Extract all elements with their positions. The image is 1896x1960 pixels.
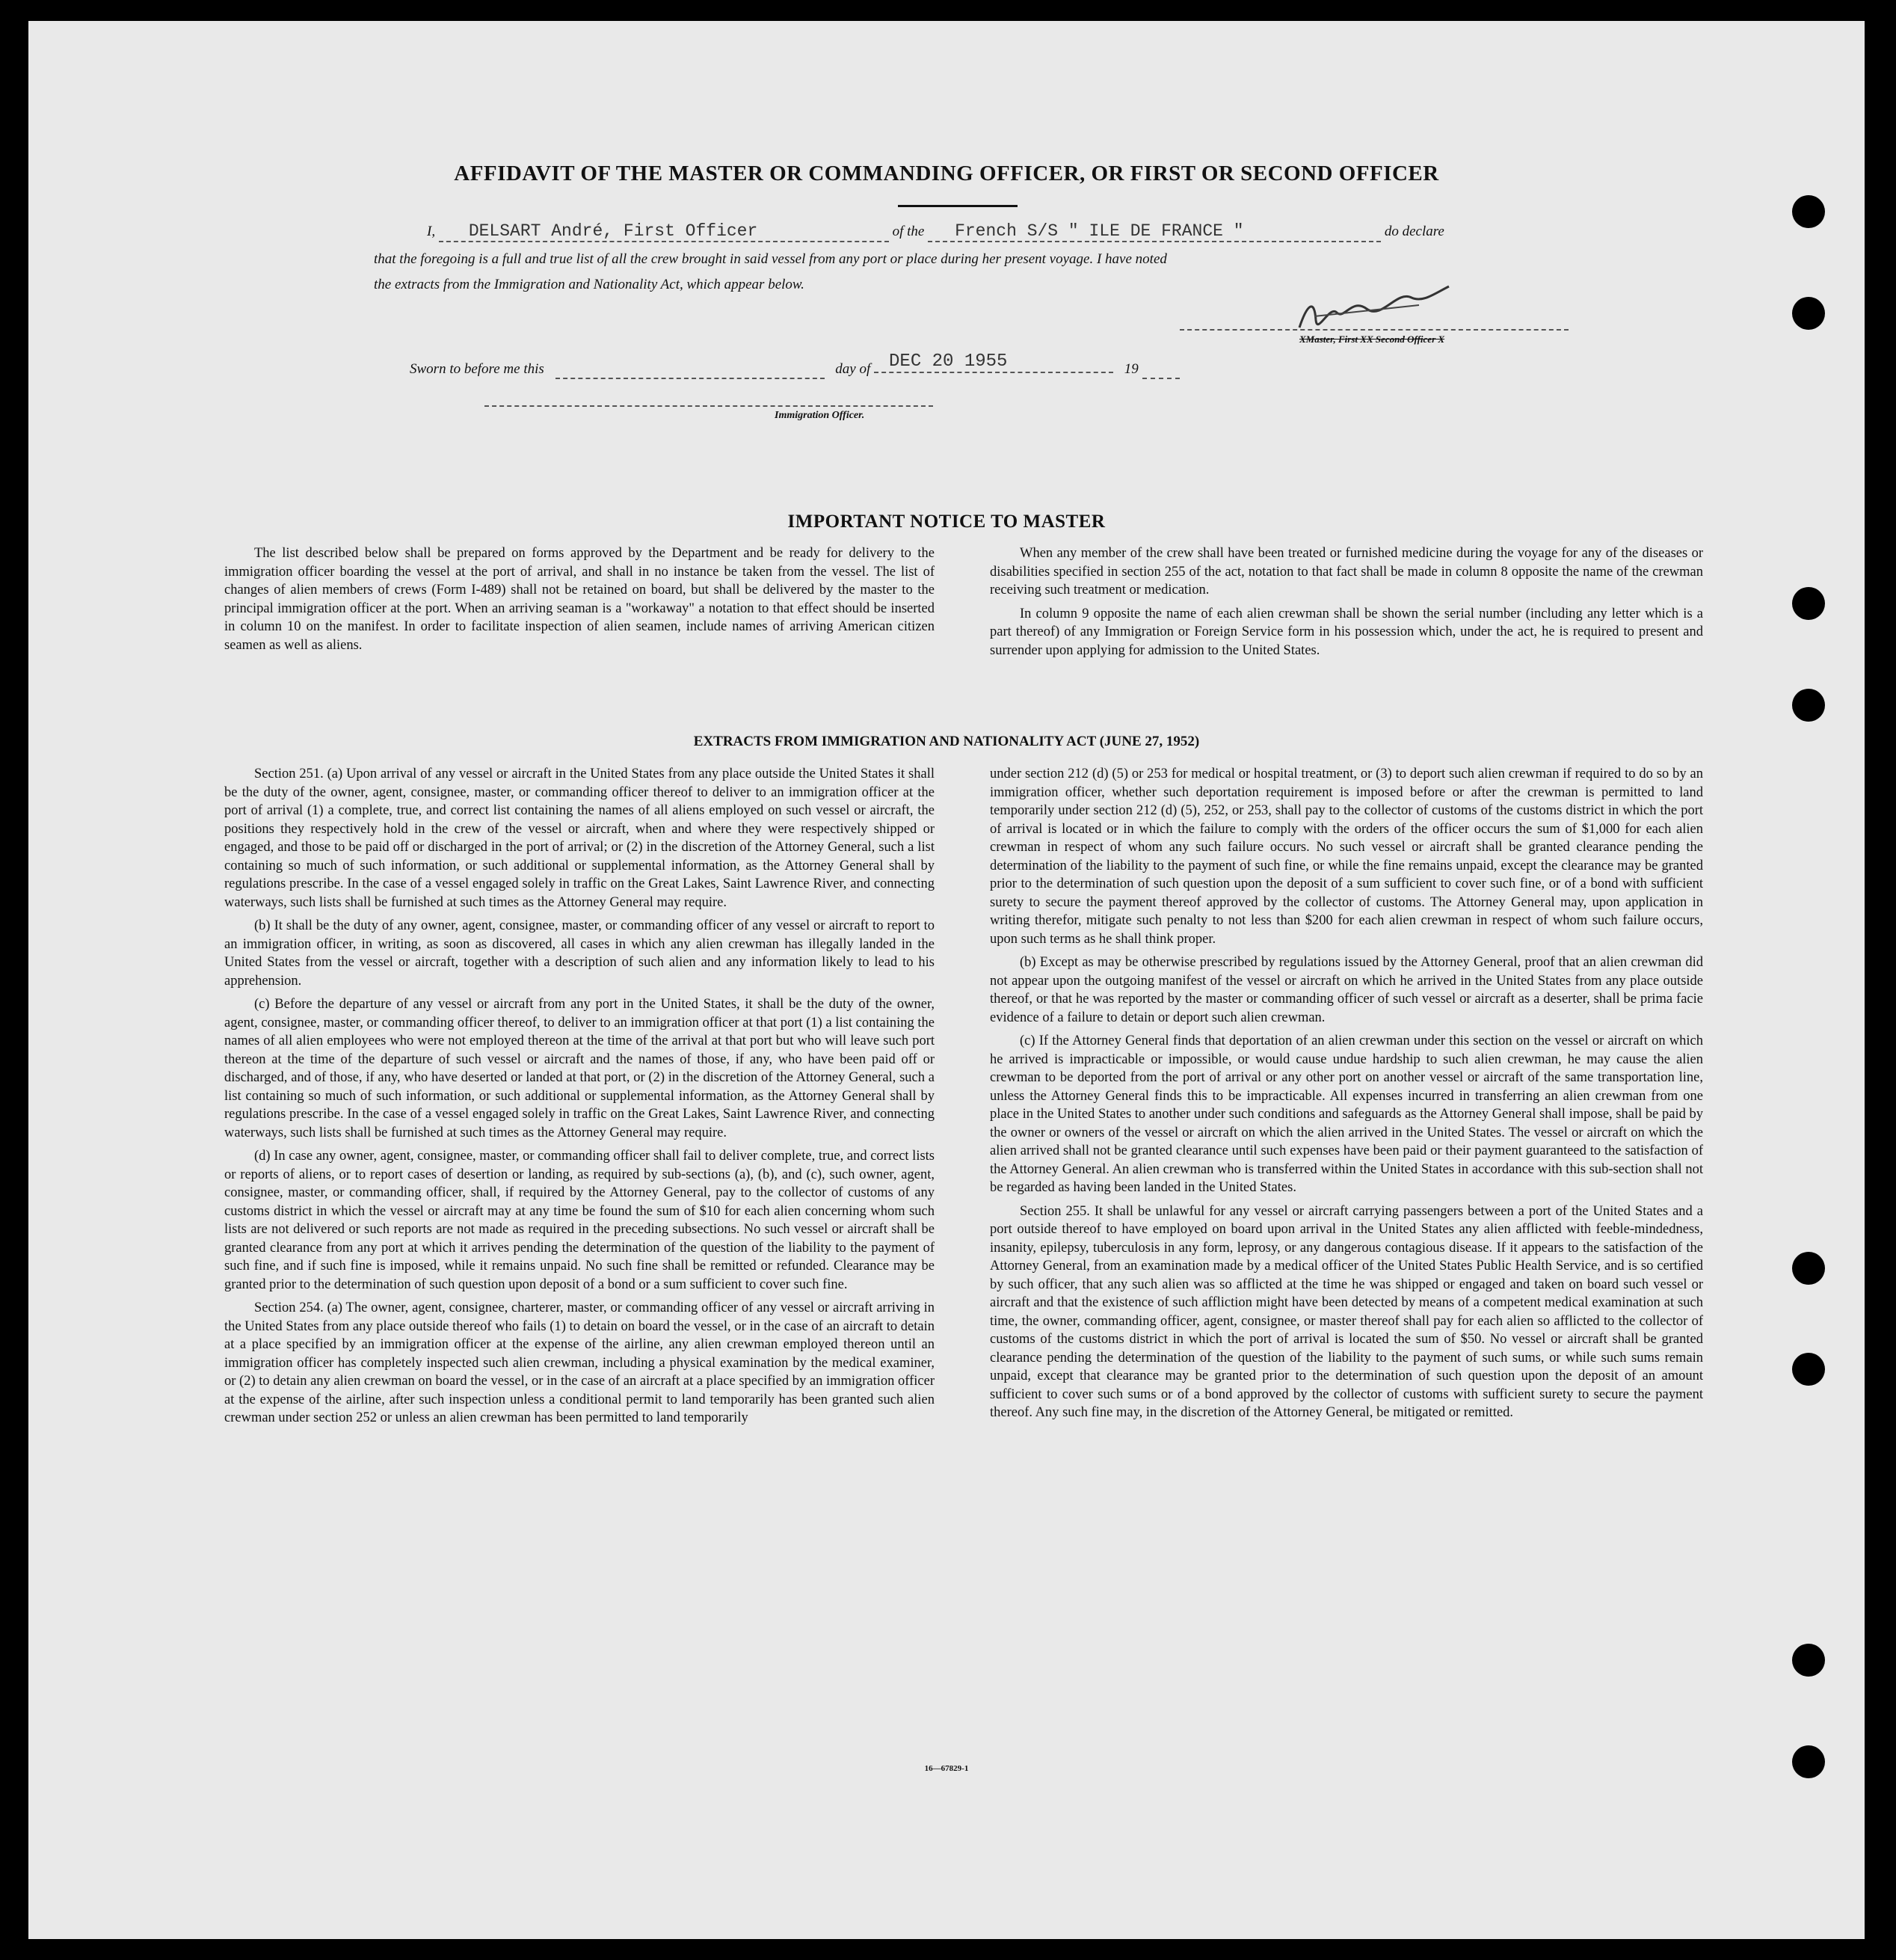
section-paragraph: (b) It shall be the duty of any owner, agent, consignee, master, or commanding officer of any vessel or aircraft to report to an immigration officer, in writing, as soon as discovered, all cases in which any alien crewman has illegally landed in the United States from the vessel or aircraft, together with a description of such alien and any information likely to lead to his apprehension. [224,918,935,989]
extracts-right-column [990,765,1703,1428]
section-paragraph: under section 212 (d) (5) or 253 for medical or hospital treatment, or (3) to deport such alien crewman if required to do so by an immigration officer, whether such deportation requirement is imposed before or after the crewman is permitted to land temporarily under section 212 (d) (5), 252, or 253, shall pay to the collector of customs of the customs district in which the port of arrival is located or in which the failure to comply with the orders of the officer occurs the sum of $1,000 for each alien crewman in respect of whom any such failure occurs. No such vessel or aircraft shall be granted clearance pending the determination of the liability to the payment of such fine, or while the fine remains unpaid, except the clearance may be granted prior to the determination of such question upon the deposit of a sum sufficient to cover such fine, or of a bond with sufficient surety to secure the payment thereof approved by the collector of customs. The Attorney General may, upon application in writing therefor, mitigate such penalty to not less than $200 for each alien crewman in respect of whom such failure occurs, upon such terms as he shall think proper. [990,767,1703,947]
notice-left-column [224,544,935,660]
signature-line [1180,329,1569,331]
section-paragraph: (c) If the Attorney General finds that deportation of an alien crewman under this section on the vessel or aircraft on which he arrived is impracticable or impossible, or would cause undue hardship to such alien crewman, he may cause the alien crewman to be deported from the port of arrival or any other port on another vessel or aircraft of the same transportation line, unless the Attorney General finds this to be impracticable. All expenses incurred in transferring an alien crewman from one place in the United States to another under such conditions and safeguards as the Attorney General shall impose, shall be paid by the owner or owners of the vessel or aircraft on which the alien arrived in the United States. The vessel or aircraft on which the alien arrived shall not be granted clearance until such expenses have been paid or their payment guaranteed to the satisfaction of the Attorney General. An alien crewman who is transferred within the United States in accordance with this sub-section shall not be regarded as having been landed in the United States. [990,1033,1703,1195]
day-of-label: day of [835,361,871,377]
section-paragraph: Section 255. It shall be unlawful for any vessel or aircraft carrying passengers between a port of the United States and a port outside thereof to have employed on board upon arrival in the United States any alien afflicted with feeble-mindedness, insanity, epilepsy, tuberculosis in any form, leprosy, or any dangerous contagious disease. If it appears to the satisfaction of the Attorney General, from an examination made by a medical officer of the United States Public Health Service, and is so certified by such officer, that any such alien was so afflicted at the time he was shipped or engaged and taken on board such vessel or aircraft and that the existence of such affliction might have been detected by means of a competent medical examination at such time, the owner, commanding officer, agent, consignee, or master thereof shall pay for each alien so afflicted to the collector of customs of the customs district in which the port of arrival is located the sum of $50. No vessel or aircraft shall be granted clearance pending the determination of the question of the liability to the payment of such sums, or while such sums remain unpaid, except that clearance may be granted prior to the determination of such question upon the deposit of an amount sufficient to cover such sums or of a bond approved by the collector of customs with sufficient surety to secure the payment thereof. Any such fine may, in the discretion of the Attorney General, be mitigated or remitted. [990,1203,1703,1420]
punch-hole [1792,1252,1825,1285]
officer-name-field: DELSART André, First Officer [439,221,889,242]
notice-right-column [990,544,1703,665]
declaration-of-the: of the [892,224,925,239]
sworn-label: Sworn to before me this [410,361,544,377]
punch-hole [1792,689,1825,722]
document-page [28,21,1865,1939]
punch-hole [1792,1353,1825,1386]
section-paragraph: Section 251. (a) Upon arrival of any vessel or aircraft in the United States from any place outside the United States it shall be the duty of the owner, agent, consignee, master, or commanding officer thereof to deliver to an immigration officer at the port of arrival (1) a complete, true, and correct list containing the names of all aliens employed on such vessel or aircraft, the positions they respectively hold in the crew of the vessel or aircraft, when and where they were respectively shipped or engaged, and those to be paid off or discharged in the port of arrival; or (2) in the discretion of the Attorney General, such a list containing so much of such information, or such additional or supplemental information, as the Attorney General shall by regulations prescribe. In the case of a vessel engaged solely in traffic on the Great Lakes, Saint Lawrence River, and connecting waterways, such lists shall be furnished at such times as the Attorney General may require. [224,767,935,910]
declaration-i: I, [427,224,436,239]
punch-hole [1792,587,1825,620]
date-stamp: DEC 20 1955 [874,351,1113,373]
extracts-heading: EXTRACTS FROM IMMIGRATION AND NATIONALITY ACT (JUNE 27, 1952) [693,734,1200,749]
declaration-declare: do declare [1384,224,1444,239]
officer-signature [1269,275,1464,342]
year-prefix: 19 [1124,361,1139,377]
declaration-line-3: the extracts from the Immigration and Nationality Act, which appear below. [374,277,804,292]
sworn-line [410,351,1180,381]
declaration-line-1 [427,221,1444,242]
declaration-line-2: that the foregoing is a full and true list of all the crew brought in said vessel from any port or place during her present voyage. I have noted [374,251,1167,267]
affidavit-title: AFFIDAVIT OF THE MASTER OR COMMANDING OFFICER, OR FIRST OR SECOND OFFICER [454,162,1439,185]
punch-hole [1792,1745,1825,1778]
extracts-left-column [224,765,935,1433]
punch-hole [1792,195,1825,228]
notice-paragraph: In column 9 opposite the name of each alien crewman shall be shown the serial number (including any letter which is a part thereof) of any Immigration or Foreign Service form in his possession which, under the act, he is required to present and surrender upon applying for admission to the United States. [990,606,1703,658]
punch-hole [1792,1644,1825,1677]
form-number: 16—67829-1 [924,1764,969,1773]
signature-caption: XMaster, First XX Second Officer X [1299,334,1445,345]
notice-paragraph: When any member of the crew shall have been treated or furnished medicine during the voyage for any of the diseases or disabilities specified in section 255 of the act, notation to that fact shall be made in column 8 opposite the name of the crewman receiving such treatment or medication. [990,546,1703,597]
section-paragraph: (b) Except as may be otherwise prescribed by regulations issued by the Attorney General, proof that an alien crewman did not appear upon the outgoing manifest of the vessel or aircraft on which he arrived in the United States from any place outside thereof, or that he was reported by the master or commanding officer of such vessel or aircraft as a deserter, shall be prima facie evidence of a failure to detain or deport such alien crewman. [990,955,1703,1025]
notice-heading: IMPORTANT NOTICE TO MASTER [787,511,1106,532]
section-paragraph: (d) In case any owner, agent, consignee, master, or commanding officer shall fail to deliver complete, true, and correct lists or reports of aliens, or to report cases of desertion or landing, as required by sub-sections (a), (b), and (c), such owner, agent, consignee, master, or commanding officer, shall, if required by the Attorney General, pay to the collector of customs of any customs district in which the vessel or aircraft may at any time be found the sum of $10 for each alien concerning whom such lists are not delivered or such reports are not made as required in the preceding subsections. No such vessel or aircraft shall be granted clearance from any port at which it arrives pending the determination of the question of the liability to the payment of such fine, and if such fine is imposed, while it remains unpaid. No such fine shall be remitted or refunded. Clearance may be granted prior to the determination of such question upon deposit of a bond or a sum sufficient to cover such fine. [224,1149,935,1292]
immigration-officer-line [484,405,933,407]
vessel-name-field: French S/S " ILE DE FRANCE " [928,221,1381,242]
punch-hole [1792,297,1825,330]
year-field [1142,361,1180,379]
section-paragraph: Section 254. (a) The owner, agent, consignee, charterer, master, or commanding officer of any vessel or aircraft arriving in the United States from any place outside thereof who fails (1) to detain on board the vessel, or in the case of an aircraft to detain at a place specified by an immigration officer at the expense of the airline, any alien crewman employed thereon until an immigration officer has completely inspected such alien crewman, including a physical examination by the medical examiner, or (2) to detain any alien crewman on board the vessel, or in the case of an aircraft at a place specified by an immigration officer at the expense of the airline, after such inspection unless a conditional permit to land temporarily has been granted such alien crewman under section 252 or unless an alien crewman has been permitted to land temporarily [224,1300,935,1425]
sworn-day-field [555,361,825,379]
notice-paragraph: The list described below shall be prepared on forms approved by the Department and be ready for delivery to the immigration officer boarding the vessel at the port of arrival, and shall in no instance be taken from the vessel. The list of changes of alien members of crews (Form I-489) shall not be retained on board, but shall be delivered by the master to the principal immigration officer at the port. When an arriving seaman is a "workaway" a notation to that effect should be inserted in column 10 on the manifest. In order to facilitate inspection of alien seamen, include names of arriving American citizen seamen as well as aliens. [224,546,935,653]
title-divider [898,205,1018,207]
section-paragraph: (c) Before the departure of any vessel or aircraft from any port in the United States, it shall be the duty of the owner, agent, consignee, master, or commanding officer thereof, to deliver to an immigration officer at that port (1) a list containing the names of all alien employees who were not employed thereon at the time of the arrival at that port but who will leave such port thereon at the time of the departure of such vessel or aircraft and the names of those, if any, who have been paid off or discharged, and of those, if any, who have deserted or landed at that port, or (2) in the discretion of the Attorney General, such a list containing so much of such information, or such additional or supplemental information, as the Attorney General shall by regulations prescribe. In the case of a vessel engaged solely in traffic on the Great Lakes, Saint Lawrence River, and connecting waterways, such lists shall be furnished at such times as the Attorney General may require. [224,997,935,1140]
immigration-officer-label: Immigration Officer. [775,410,865,421]
